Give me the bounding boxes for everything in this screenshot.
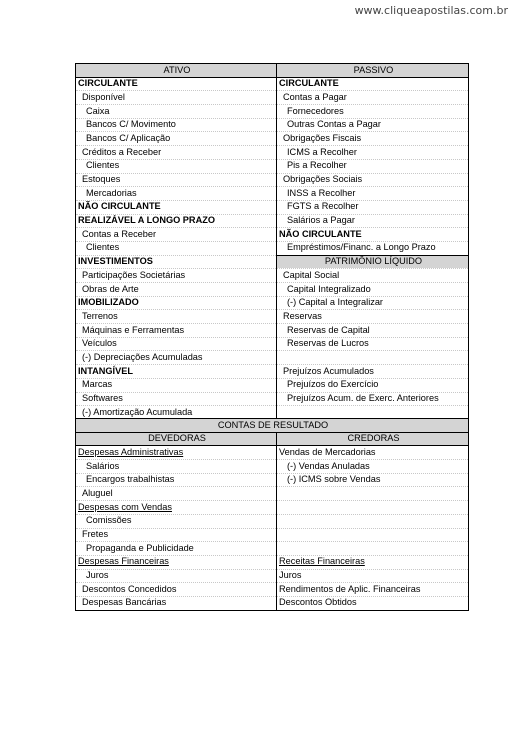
ativo-item — [76, 77, 277, 91]
devedora-item-text: Descontos Concedidos — [82, 583, 177, 594]
ativo-item-text: Marcas — [82, 379, 113, 390]
ativo-item-text: Clientes — [86, 242, 120, 253]
devedora-item — [76, 596, 277, 610]
ativo-item-text: Caixa — [86, 105, 110, 116]
balance-sheet-table — [75, 63, 469, 420]
balance-row — [76, 365, 469, 379]
results-row — [76, 487, 469, 501]
credora-item — [277, 446, 469, 460]
credora-item-text: Receitas Financeiras — [279, 556, 365, 567]
ativo-item — [76, 255, 277, 269]
patrimonio-item — [277, 365, 469, 379]
passivo-item — [277, 159, 469, 173]
passivo-item — [277, 77, 469, 91]
results-row — [76, 473, 469, 487]
devedoras-header: DEVEDORAS — [76, 432, 277, 446]
patrimonio-item — [277, 269, 469, 283]
devedora-item-text: Juros — [86, 570, 109, 581]
ativo-item-text: INTANGÍVEL — [78, 365, 133, 376]
balance-row — [76, 146, 469, 160]
balance-row — [76, 228, 469, 242]
results-row — [76, 583, 469, 597]
results-row — [76, 569, 469, 583]
devedora-item-text: Despesas com Vendas — [78, 501, 172, 512]
devedora-item — [76, 528, 277, 542]
passivo-item — [277, 132, 469, 146]
credora-item — [277, 528, 469, 542]
ativo-item-text: Clientes — [86, 160, 120, 171]
passivo-item — [277, 200, 469, 214]
balance-row — [76, 392, 469, 406]
results-row — [76, 596, 469, 610]
credora-item-text: (-) Vendas Anuladas — [287, 460, 370, 471]
passivo-item-text: ICMS a Recolher — [287, 146, 357, 157]
credora-item — [277, 596, 469, 610]
ativo-item — [76, 351, 277, 365]
patrimonio-item — [277, 351, 469, 365]
results-title: CONTAS DE RESULTADO — [76, 419, 469, 433]
devedora-item — [76, 501, 277, 515]
balance-row — [76, 241, 469, 255]
balance-row — [76, 269, 469, 283]
credora-item — [277, 555, 469, 569]
ativo-item — [76, 187, 277, 201]
ativo-item — [76, 310, 277, 324]
ativo-item-text: IMOBILIZADO — [78, 297, 139, 308]
passivo-item-text: Obrigações Sociais — [283, 174, 363, 185]
credora-item — [277, 487, 469, 501]
ativo-item-text: (-) Amortização Acumulada — [82, 406, 193, 417]
patrimonio-item — [277, 283, 469, 297]
balance-row — [76, 77, 469, 91]
ativo-item — [76, 324, 277, 338]
ativo-item — [76, 105, 277, 119]
balance-row — [76, 91, 469, 105]
patrimonio-item-text: (-) Capital a Integralizar — [287, 297, 383, 308]
patrimonio-item-text: Reservas — [283, 310, 322, 321]
balance-row — [76, 351, 469, 365]
passivo-item — [277, 214, 469, 228]
ativo-item-text: REALIZÁVEL A LONGO PRAZO — [78, 215, 215, 226]
ativo-item — [76, 337, 277, 351]
passivo-item-text: NÃO CIRCULANTE — [279, 228, 362, 239]
balance-row — [76, 200, 469, 214]
balance-row — [76, 283, 469, 297]
devedora-item-text: Despesas Bancárias — [82, 597, 167, 608]
credora-item — [277, 583, 469, 597]
devedora-item-text: Despesas Administrativas — [78, 446, 184, 457]
balance-row — [76, 105, 469, 119]
ativo-item-text: Créditos a Receber — [82, 146, 162, 157]
devedora-item-text: Despesas Financeiras — [78, 556, 169, 567]
ativo-item — [76, 228, 277, 242]
results-row — [76, 501, 469, 515]
ativo-item — [76, 378, 277, 392]
devedora-item-text: Encargos trabalhistas — [86, 474, 175, 485]
passivo-item — [277, 173, 469, 187]
balance-row — [76, 324, 469, 338]
devedora-item-text: Aluguel — [82, 487, 113, 498]
ativo-item — [76, 118, 277, 132]
balance-row — [76, 310, 469, 324]
ativo-item-text: NÃO CIRCULANTE — [78, 201, 161, 212]
passivo-item-text: CIRCULANTE — [279, 78, 339, 89]
ativo-item — [76, 241, 277, 255]
ativo-item — [76, 269, 277, 283]
balance-row — [76, 214, 469, 228]
passivo-item-text: Contas a Pagar — [283, 91, 347, 102]
credora-item — [277, 542, 469, 556]
credora-item — [277, 473, 469, 487]
patrimonio-item — [277, 310, 469, 324]
ativo-item — [76, 132, 277, 146]
ativo-item-text: Participações Societárias — [82, 269, 186, 280]
passivo-item-text: Salários a Pagar — [287, 215, 355, 226]
results-row — [76, 514, 469, 528]
balance-row — [76, 173, 469, 187]
balance-row — [76, 255, 469, 269]
ativo-item — [76, 392, 277, 406]
credora-item — [277, 514, 469, 528]
balance-row — [76, 378, 469, 392]
devedora-item — [76, 446, 277, 460]
balance-row — [76, 187, 469, 201]
ativo-item-text: INVESTIMENTOS — [78, 256, 153, 267]
passivo-item — [277, 146, 469, 160]
credora-item-text: Vendas de Mercadorias — [279, 446, 376, 457]
patrimonio-item-text: Prejuízos Acumulados — [283, 365, 374, 376]
devedora-item-text: Comissões — [86, 515, 132, 526]
ativo-item-text: Máquinas e Ferramentas — [82, 324, 185, 335]
patrimonio-item-text: Reservas de Lucros — [287, 338, 369, 349]
ativo-header: ATIVO — [76, 64, 277, 78]
passivo-item-text: Obrigações Fiscais — [283, 132, 362, 143]
ativo-item — [76, 159, 277, 173]
results-row — [76, 528, 469, 542]
passivo-item — [277, 228, 469, 242]
devedora-item — [76, 555, 277, 569]
balance-row — [76, 118, 469, 132]
passivo-item-text: Fornecedores — [287, 105, 344, 116]
results-row — [76, 555, 469, 569]
ativo-item — [76, 296, 277, 310]
site-url: www.cliqueapostilas.com.br — [354, 4, 508, 17]
patrimonio-item-text: Capital Social — [283, 269, 340, 280]
credora-item — [277, 460, 469, 474]
ativo-item — [76, 283, 277, 297]
ativo-item — [76, 365, 277, 379]
devedora-item-text: Propaganda e Publicidade — [86, 542, 194, 553]
patrimonio-item-text: Capital Integralizado — [287, 283, 371, 294]
devedora-item — [76, 542, 277, 556]
passivo-item-text: Pis a Recolher — [287, 160, 347, 171]
balance-row — [76, 296, 469, 310]
patrimonio-item — [277, 378, 469, 392]
ativo-item-text: CIRCULANTE — [78, 78, 138, 89]
passivo-item-text: Outras Contas a Pagar — [287, 119, 381, 130]
patrimonio-item — [277, 337, 469, 351]
patrimonio-header: PATRIMÔNIO LÍQUIDO — [277, 255, 469, 269]
devedora-item-text: Salários — [86, 460, 120, 471]
devedora-item — [76, 583, 277, 597]
passivo-item-text: INSS a Recolher — [287, 187, 356, 198]
credora-item-text: Rendimentos de Aplic. Financeiras — [279, 583, 421, 594]
patrimonio-item-text: Prejuízos do Exercício — [287, 379, 379, 390]
credora-item-text: Descontos Obtidos — [279, 597, 357, 608]
ativo-item-text: Bancos C/ Aplicação — [86, 132, 171, 143]
ativo-item-text: Contas a Receber — [82, 228, 157, 239]
balance-row — [76, 132, 469, 146]
credora-item — [277, 501, 469, 515]
results-table — [75, 418, 469, 611]
passivo-item — [277, 118, 469, 132]
devedora-item — [76, 473, 277, 487]
balance-row — [76, 337, 469, 351]
credoras-header: CREDORAS — [277, 432, 469, 446]
ativo-item-text: Softwares — [82, 393, 123, 404]
patrimonio-item — [277, 296, 469, 310]
devedora-item-text: Fretes — [82, 529, 109, 540]
ativo-item-text: Disponível — [82, 91, 125, 102]
ativo-item — [76, 91, 277, 105]
passivo-item — [277, 91, 469, 105]
passivo-item-text: Empréstimos/Financ. a Longo Prazo — [287, 242, 436, 253]
patrimonio-item — [277, 324, 469, 338]
ativo-item — [76, 146, 277, 160]
results-row — [76, 446, 469, 460]
passivo-item — [277, 105, 469, 119]
ativo-item — [76, 200, 277, 214]
ativo-item-text: Terrenos — [82, 310, 118, 321]
ativo-item-text: Estoques — [82, 174, 121, 185]
balance-row — [76, 159, 469, 173]
ativo-item-text: Veículos — [82, 338, 117, 349]
patrimonio-item — [277, 392, 469, 406]
credora-item-text: (-) ICMS sobre Vendas — [287, 474, 381, 485]
patrimonio-item-text: Prejuízos Acum. de Exerc. Anteriores — [287, 393, 439, 404]
ativo-item — [76, 214, 277, 228]
devedora-item — [76, 487, 277, 501]
credora-item-text: Juros — [279, 570, 302, 581]
ativo-item-text: Mercadorias — [86, 187, 137, 198]
ativo-item-text: Bancos C/ Movimento — [86, 119, 176, 130]
credora-item — [277, 569, 469, 583]
ativo-item-text: (-) Depreciações Acumuladas — [82, 351, 203, 362]
passivo-item — [277, 187, 469, 201]
patrimonio-item-text: Reservas de Capital — [287, 324, 370, 335]
passivo-header: PASSIVO — [277, 64, 469, 78]
results-row — [76, 460, 469, 474]
passivo-item — [277, 241, 469, 255]
devedora-item — [76, 460, 277, 474]
devedora-item — [76, 514, 277, 528]
ativo-item — [76, 173, 277, 187]
passivo-item-text: FGTS a Recolher — [287, 201, 359, 212]
ativo-item-text: Obras de Arte — [82, 283, 139, 294]
results-row — [76, 542, 469, 556]
devedora-item — [76, 569, 277, 583]
